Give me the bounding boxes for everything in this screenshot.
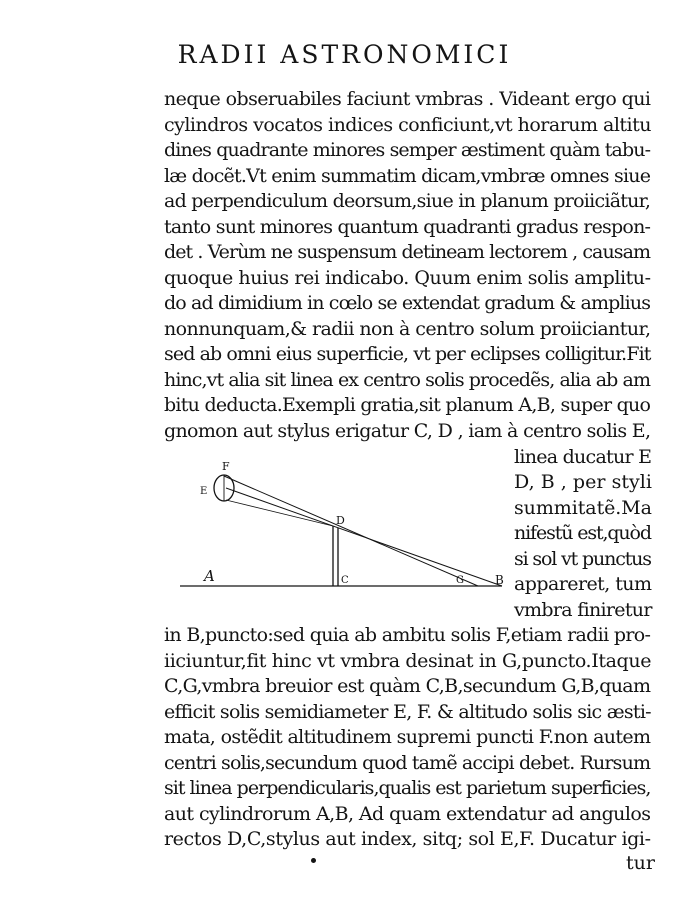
text-line: aut cylindrorum A,B, Ad quam extendatur ad angulos [164,803,651,825]
side-text-line: D, B , per styli [514,471,653,493]
catchword: tur [626,852,655,874]
text-line: læ docẽt.Vt enim summatim dicam,vmbræ omnes siue [164,165,651,187]
side-text-line: linea ducatur E [514,446,652,468]
text-line: nonnunquam,& radii non à centro solum proiiciantur, [164,318,651,340]
text-line: iiciuntur,fit hinc vt vmbra desinat in G,puncto.Itaque [164,650,652,672]
text-line: cylindros vocatos indices conficiunt,vt horarum altitu [164,114,651,136]
text-line: ad perpendiculum deorsum,siue in planum proiiciãtur, [164,190,651,212]
text-line: efficit solis semidiameter E, F. & altitudo solis sic æsti- [164,701,651,723]
text-line: sit linea perpendicularis,qualis est parietum superficies, [164,777,651,799]
label-e: E [200,486,208,497]
text-line: gnomon aut stylus erigatur C, D , iam à centro solis E, [164,420,651,442]
printer-mark [311,858,316,863]
text-line: tanto sunt minores quantum quadranti gradus respon- [164,216,651,238]
label-d: D [336,514,345,527]
text-line: rectos D,C,stylus aut index, sitq; sol E,F. Ducatur igi- [164,828,651,850]
ray-lower [226,500,333,526]
side-text-line: si sol vt punctus [514,548,651,570]
ray-from-center [226,488,502,586]
text-line: quoque huius rei indicabo. Quum enim solis amplitu- [164,267,651,289]
text-line: dines quadrante minores semper æstiment quàm tabu- [164,139,651,161]
text-line: sed ab omni eius superficie, vt per eclipses colligitur.Fit [164,343,651,365]
running-header: RADII ASTRONOMICI [177,40,512,69]
label-g: G [456,575,464,586]
side-text-line: vmbra finiretur [514,599,652,621]
text-line: C,G,vmbra breuior est quàm C,B,secundum G,B,quam [164,675,651,697]
label-c: C [341,575,349,586]
text-line: do ad dimidium in cœlo se extendat gradum & amplius [164,292,651,314]
label-f: F [222,460,230,473]
ray-from-ambitus [224,476,478,586]
text-line: centri solis,secundum quod tamẽ accipi debet. Rursum [164,752,651,774]
text-line: det . Verùm ne suspensum detineam lectorem , causam [164,241,651,263]
text-line: bitu deducta.Exempli gratia,sit planum A,B, super quo [164,394,651,416]
label-a: A [204,567,215,585]
gnomon-shadow-diagram [172,452,512,598]
text-line: mata, ostẽdit altitudinem supremi puncti F.non autem [164,726,651,748]
side-text-line: appareret, tum [514,573,652,595]
label-b: B [495,573,504,587]
text-line: neque obseruabiles faciunt vmbras . Videant ergo qui [164,88,651,110]
text-line: in B,puncto:sed quia ab ambitu solis F,etiam radii pro- [164,624,651,646]
side-text-line: summitatẽ.Ma [514,497,652,519]
text-line: hinc,vt alia sit linea ex centro solis procedẽs, alia ab am [164,369,651,391]
side-text-line: nifestũ est,quòd [514,522,651,544]
